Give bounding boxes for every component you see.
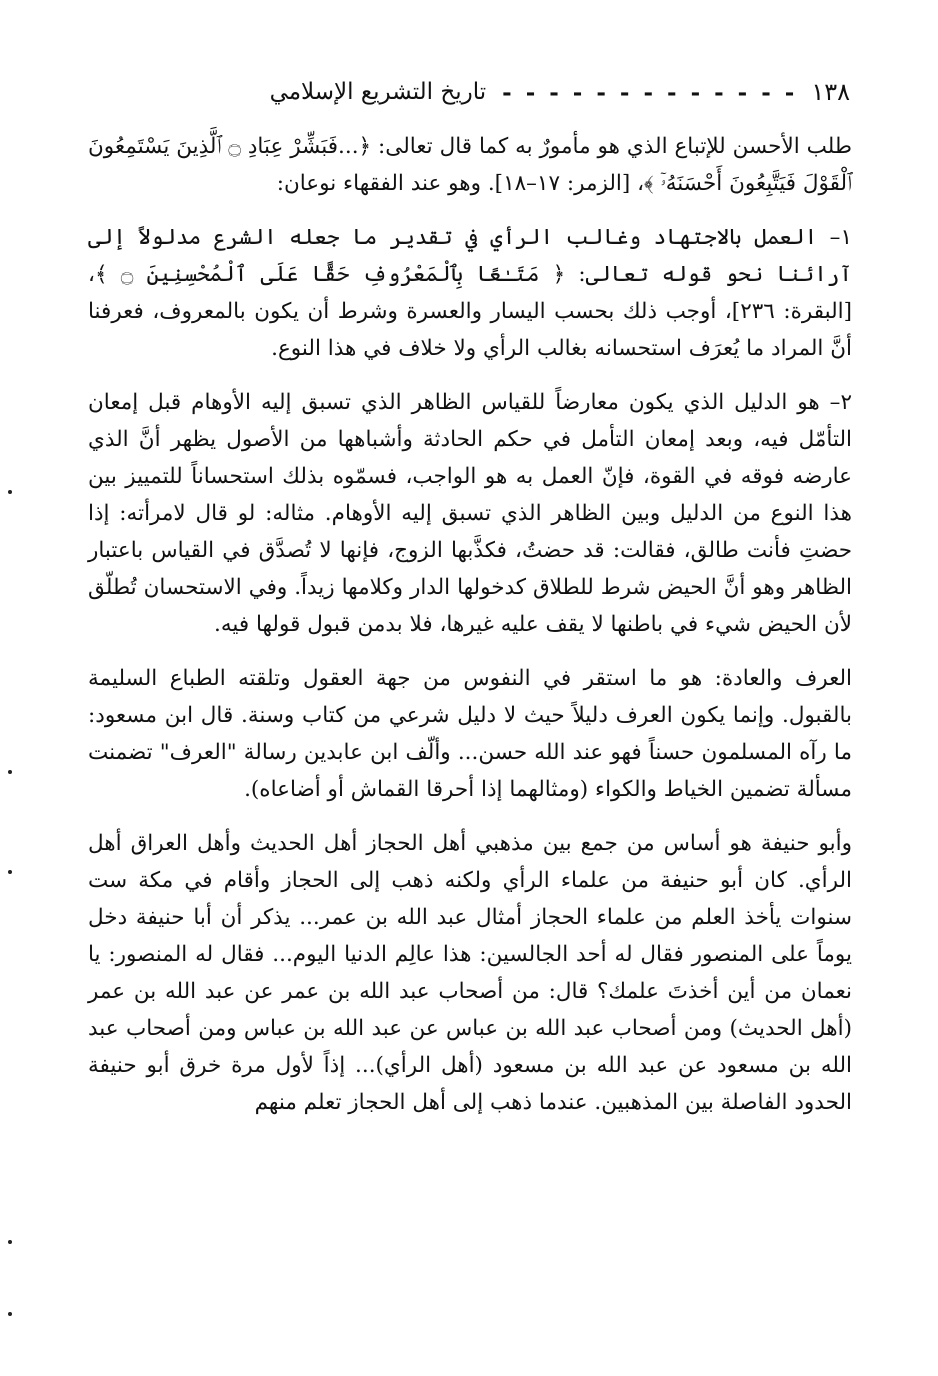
scan-margin-mark bbox=[8, 870, 12, 874]
scan-margin-mark bbox=[8, 490, 12, 494]
scan-margin-mark bbox=[8, 1240, 12, 1244]
paragraph-urf: العرف والعادة: هو ما استقر في النفوس من جهة العقول وتلقته الطباع السليمة بالقبول. وإنما يكون العرف دليلاً حيث لا دليل شرعي من كتاب وسنة. قال ابن مسعود: ما رآه المسلمون حسناً فهو عند الله حسن... وألّف ابن عابدين رسالة "العرف" تضمنت مسألة تضمين الخياط والكواء (ومثالهما إذا أحرقا القماش أو أضاعاه). bbox=[88, 666, 852, 802]
page-number: ١٣٨ bbox=[811, 78, 850, 106]
paragraph-istihsan-intro: طلب الأحسن للإتباع الذي هو مأمورٌ به كما قال تعالى: ﴿...فَبَشِّرْ عِبَادِ ۝ ٱلَّذِينَ يَسْتَمِعُونَ ٱلْقَوْلَ فَيَتَّبِعُونَ أَحْسَنَهُۥٓ ﴾، [الزمر: ١٧–١٨]. وهو عند الفقهاء نوعان: bbox=[88, 134, 852, 196]
paragraph-type-one: ١– العمل بالاجتهاد وغالب الرأي في تقدير ما جعله الشرع مدلولاً إلى آرائنا نحو قوله تعالى: ﴿ مَتَـٰعًا بِٱلْمَعْرُوفِ حَقًّا عَلَى ٱلْمُحْسِنِينَ ۝ ﴾، [البقرة: ٢٣٦]، أوجب ذلك بحسب اليسار والعسرة وشرط أن يكون بالمعروف، فعرفنا أنَّ المراد ما يُعرَف استحسانه بغالب الرأي ولا خلاف في هذا النوع. bbox=[88, 225, 853, 361]
paragraph-type-two: ٢– هو الدليل الذي يكون معارضاً للقياس الظاهر الذي تسبق إليه الأوهام قبل إمعان التأمّل فيه، وبعد إمعان التأمل في حكم الحادثة وأشباهها من الأصول يظهر أنَّ الذي عارضه فوقه في القوة، فإنّ العمل به هو الواجب، فسمّوه بذلك استحساناً للتمييز بين هذا النوع من الدليل وبين الظاهر الذي تسبق إليه الأوهام. مثاله: لو قال لامرأته: إذا حضتِ فأنت طالق، فقالت: قد حضتُ، فكذَّبها الزوج، فإنها لا تُصدَّق في القياس باعتبار الظاهر وهو أنَّ الحيض شرط للطلاق كدخولها الدار وكلامها زيداً. وفي الاستحسان تُطلّق لأن الحيض شيء في باطنها لا يقف عليه غيرها، فلا بدمن قبول قولها فيه. bbox=[88, 390, 852, 637]
header-dot-leader: - - - - - - - - - - - - - bbox=[502, 78, 798, 106]
paragraph-abu-hanifa: وأبو حنيفة هو أساس من جمع بين مذهبي أهل الحجاز أهل الحديث وأهل العراق أهل الرأي. كان أبو حنيفة من علماء الرأي ولكنه ذهب إلى الحجاز وأقام في مكة ست سنوات يأخذ العلم من علماء الحجاز أمثال عبد الله بن عمر... يذكر أن أبا حنيفة دخل يوماً على المنصور فقال له أحد الجالسين: هذا عالِم الدنيا اليوم... فقال له المنصور: يا نعمان من أين أخذتَ علمك؟ قال: من أصحاب عبد الله بن عمر عن عبد الله بن عمر (أهل الحديث) ومن أصحاب عبد الله بن عباس عن عبد الله بن عباس ومن أصحاب عبد الله بن مسعود عن عبد الله بن مسعود (أهل الرأي)... إذاً لأول مرة خرق أبو حنيفة الحدود الفاصلة بين المذهبين. عندما ذهب إلى أهل الحجاز تعلم منهم bbox=[88, 831, 852, 1115]
scan-margin-mark bbox=[8, 770, 12, 774]
running-title: تاريخ التشريع الإسلامي bbox=[269, 79, 487, 105]
page-body bbox=[88, 128, 852, 1138]
page-header bbox=[90, 70, 850, 114]
scan-margin-mark bbox=[8, 1312, 12, 1316]
